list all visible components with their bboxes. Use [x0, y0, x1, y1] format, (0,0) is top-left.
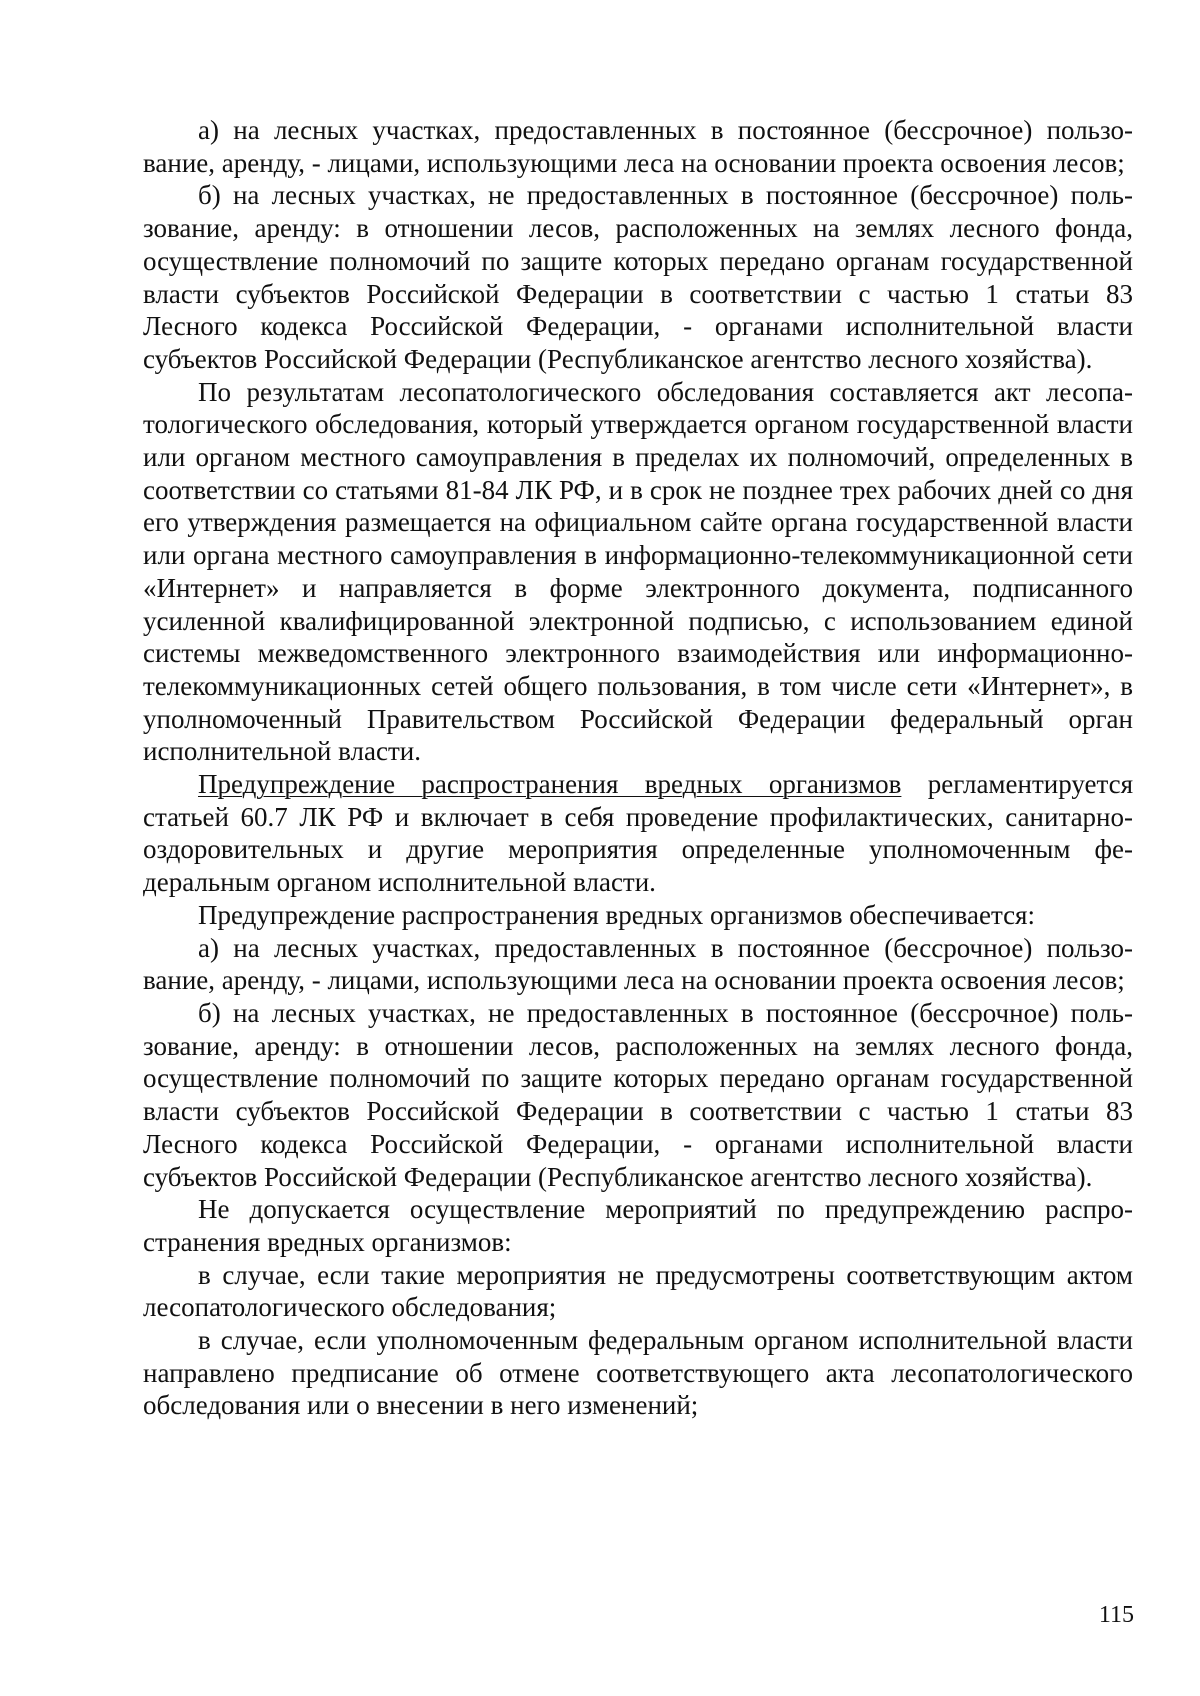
- underlined-term: Предупреждение распространения вредных организмов: [198, 769, 902, 800]
- paragraph-b-forest-plots-not-in-use-repeat: б) на лесных участках, не предоставленных в постоянное (бессрочное) пользование, аренду: в отношении лесов, расположенных на землях лесного фонда, осуществление полномочий по защите которых передано органам государственной власти субъектов Российской Федерации в соответствии с частью 1 статьи 83 Лесного кодекса Российской Федерации, - органами исполнительной власти субъектов Российской Федерации (Республиканское агентство лесного хозяйства).: [143, 997, 1133, 1192]
- paragraph-prevention-regulation-text: регламентируется статьей 60.7 ЛК РФ и включает в себя проведение профилактических, санитарно-оздоровительных и другие мероприятия определенные уполномоченным федеральным органом исполнительной власти.: [143, 769, 1133, 898]
- paragraph-survey-act: По результатам лесопатологического обследования составляется акт лесопатологического обследования, который утверждается органом государственной власти или органом местного самоуправления в пределах их полномочий, определенных в соответствии со статьями 81-84 ЛК РФ, и в срок не позднее трех рабочих дней со дня его утверждения размещается на официальном сайте органа государственной власти или органа местного самоуправления в информационно-телекоммуникационной сети «Интернет» и направляется в форме электронного документа, подписанного усиленной квалифицированной электронной подписью, с использованием единой системы межведомственного электронного взаимодействия или информационно-телекоммуникационных сетей общего пользования, в том числе сети «Интернет», в уполномоченный Правительством Российской Федерации федеральный орган исполнительной власти.: [143, 376, 1133, 767]
- paragraph-prevention-regulation: [143, 768, 1133, 899]
- paragraph-a-forest-plots-in-use: а) на лесных участках, предоставленных в постоянное (бессрочное) пользование, аренду, - лицами, использующими леса на основании проекта освоения лесов;: [143, 115, 1133, 178]
- paragraph-case-not-provided: в случае, если такие мероприятия не предусмотрены соответствующим актом лесопатологического обследования;: [143, 1259, 1133, 1323]
- paragraph-not-allowed: Не допускается осуществление мероприятий по предупреждению распространения вредных организмов:: [143, 1194, 1133, 1257]
- paragraph-case-order-cancel: в случае, если уполномоченным федеральным органом исполнительной власти направлено предписание об отмене соответствующего акта лесопатологического обследования или о внесении в него изменений;: [143, 1325, 1133, 1421]
- paragraph-prevention-provided: Предупреждение распространения вредных организмов обеспечивается:: [198, 899, 1035, 930]
- document-page: [143, 114, 1133, 1422]
- paragraph-b-forest-plots-not-in-use: б) на лесных участках, не предоставленных в постоянное (бессрочное) пользование, аренду: в отношении лесов, расположенных на землях лесного фонда, осуществление полномочий по защите которых передано органам государственной власти субъектов Российской Федерации в соответствии с частью 1 статьи 83 Лесного кодекса Российской Федерации, - органами исполнительной власти субъектов Российской Федерации (Республиканское агентство лесного хозяйства).: [143, 180, 1133, 374]
- page-number: 115: [1098, 1602, 1134, 1628]
- paragraph-a-forest-plots-in-use-repeat: а) на лесных участках, предоставленных в постоянное (бессрочное) пользование, аренду, - лицами, использующими леса на основании проекта освоения лесов;: [143, 932, 1133, 996]
